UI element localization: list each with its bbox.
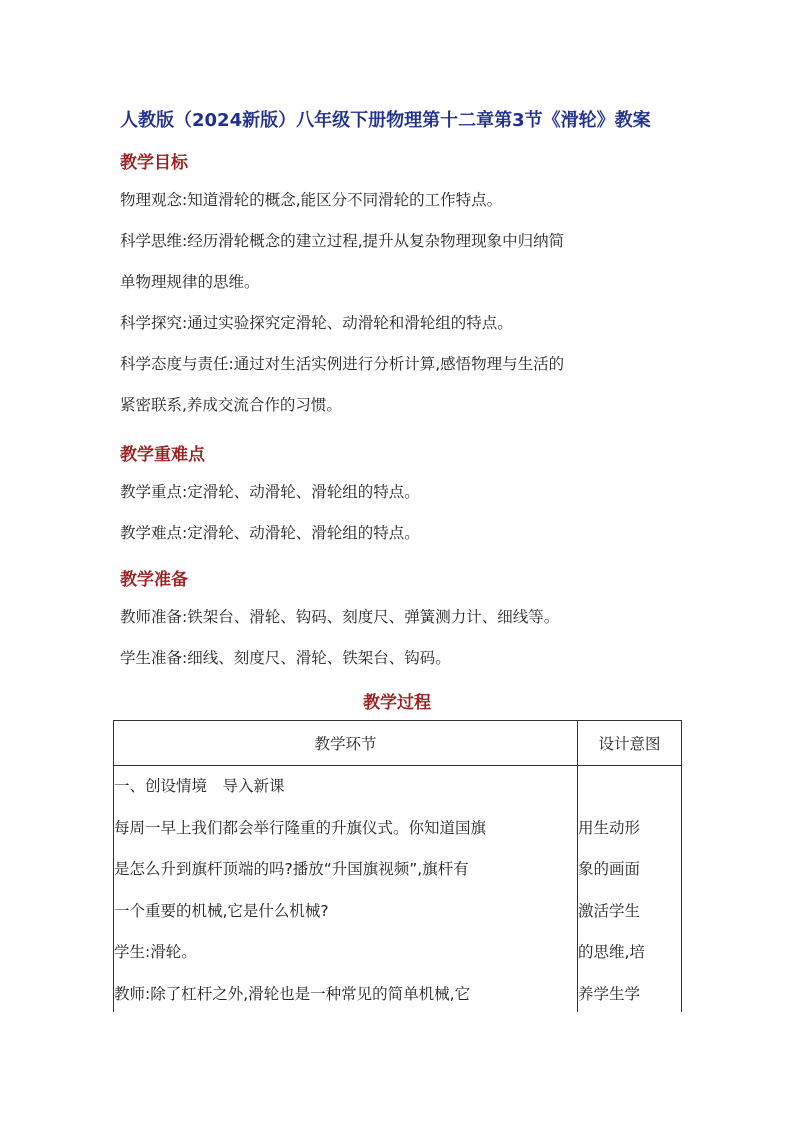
goals-line: 单物理规律的思维。 bbox=[120, 273, 260, 291]
prep-paragraph bbox=[120, 597, 676, 679]
column-header-steps: 教学环节 bbox=[114, 721, 578, 766]
table-header-row bbox=[114, 721, 682, 766]
steps-line: 是怎么升到旗杆顶端的吗?播放“升国旗视频”,旗杆有 bbox=[114, 860, 469, 878]
goals-line: 紧密联系,养成交流合作的习惯。 bbox=[120, 396, 342, 414]
column-header-intent: 设计意图 bbox=[578, 721, 682, 766]
steps-line: 每周一早上我们都会举行隆重的升旗仪式。你知道国旗 bbox=[114, 818, 487, 837]
intent-line: 用生动形 bbox=[578, 818, 641, 837]
intent-line: 激活学生 bbox=[578, 901, 641, 920]
intent-line bbox=[578, 766, 681, 808]
keypoints-line: 教学难点:定滑轮、动滑轮、滑轮组的特点。 bbox=[120, 524, 420, 542]
section-heading-keypoints: 教学重难点 bbox=[120, 445, 205, 465]
keypoints-line: 教学重点:定滑轮、动滑轮、滑轮组的特点。 bbox=[120, 483, 420, 501]
intent-line: 的思维,培 bbox=[578, 943, 645, 961]
page-bottom-margin bbox=[0, 1012, 794, 1123]
goals-line: 科学探究:通过实验探究定滑轮、动滑轮和滑轮组的特点。 bbox=[120, 314, 513, 332]
goals-line: 科学思维:经历滑轮概念的建立过程,提升从复杂物理现象中归纳简 bbox=[120, 232, 565, 250]
section-heading-goals: 教学目标 bbox=[120, 153, 188, 173]
intent-line: 象的画面 bbox=[578, 860, 641, 878]
intent-line: 养学生学 bbox=[578, 984, 641, 1003]
section-heading-prep: 教学准备 bbox=[120, 570, 188, 590]
table-row bbox=[114, 766, 682, 1016]
steps-line: 学生:滑轮。 bbox=[114, 943, 197, 961]
document-title: 人教版（2024新版）八年级下册物理第十二章第3节《滑轮》教案 bbox=[120, 110, 651, 131]
intent-cell bbox=[578, 766, 682, 1016]
goals-paragraph bbox=[120, 180, 676, 426]
steps-cell bbox=[114, 766, 578, 1016]
prep-line: 学生准备:细线、刻度尺、滑轮、铁架台、钩码。 bbox=[120, 649, 451, 667]
goals-line: 科学态度与责任:通过对生活实例进行分析计算,感悟物理与生活的 bbox=[120, 355, 565, 373]
goals-line: 物理观念:知道滑轮的概念,能区分不同滑轮的工作特点。 bbox=[120, 191, 503, 209]
steps-line: 一、创设情境 导入新课 bbox=[114, 777, 285, 795]
steps-line: 教师:除了杠杆之外,滑轮也是一种常见的简单机械,它 bbox=[114, 984, 471, 1003]
prep-line: 教师准备:铁架台、滑轮、钩码、刻度尺、弹簧测力计、细线等。 bbox=[120, 608, 560, 626]
keypoints-paragraph bbox=[120, 472, 676, 554]
process-table bbox=[113, 720, 682, 1016]
steps-line: 一个重要的机械,它是什么机械? bbox=[114, 901, 329, 920]
process-heading: 教学过程 bbox=[363, 693, 431, 713]
